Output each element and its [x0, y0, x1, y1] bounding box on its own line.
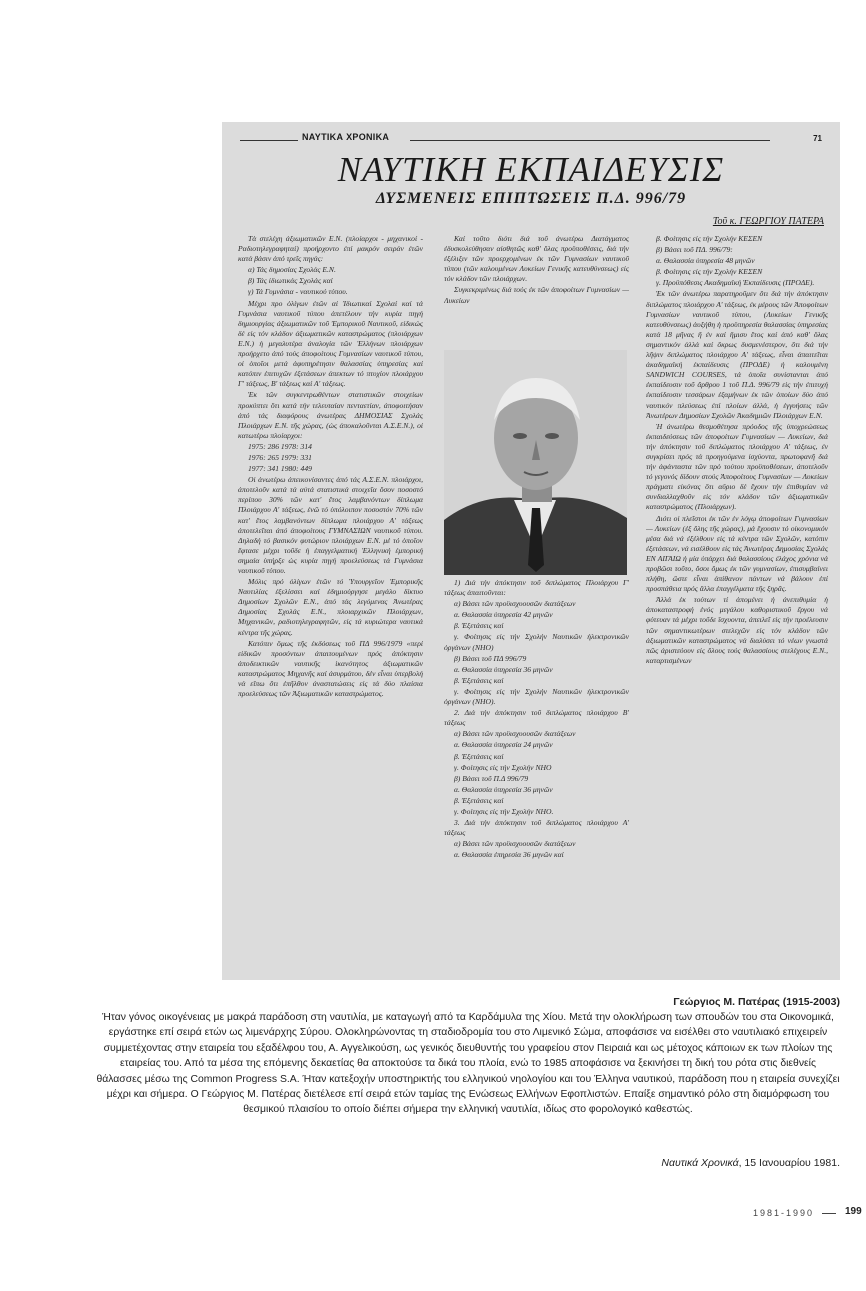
article-subheadline: ΔΥΣΜΕΝΕΙΣ ΕΠΙΠΤΩΣΕΙΣ Π.Δ. 996/79: [375, 190, 687, 207]
article-paragraph: β. Ἐξετάσεις καί: [454, 751, 504, 761]
article-paragraph: γ) Τά Γυμνάσια - ναυτικού τύπου.: [248, 287, 348, 297]
footer-page-number: 199: [845, 1206, 862, 1217]
article-paragraph: β. Ἐξετάσεις καί: [454, 675, 504, 685]
article-paragraph: β) Βάσει τοῦ ΠΔ. 996/79:: [656, 245, 733, 255]
article-paragraph: Ἐκ τῶν ἀνωτέρω παρατηροῦμεν ὅτι διά τήν ἀπόκτησιν διπλώματος πλοιάρχου Α' τάξεως, ἐκ μέρους τῶν Ἀποφοίτων Γυμνασίων ναυτικοῦ τύπου, (Λυκείων Γενικῆς κατευθύνσεως) ἀυξήθη ἡ προϋπηρεσία θαλασσίας ὑπηρεσίας κατά 18 μῆνας ἤ ἐν καί ἥμισυ ἔτος καί ἀπό καθ' ὅλας σημαντικόν ἀλλά καί ὅκρως δυσμενέστερον, ὅτι διά τήν λῆψιν διπλώματος πλοιάρχου Α' τάξεως, εἶναι ἀπαιτεῖται ἀκαδημαϊκή ἐκπαίδευσις (ΠΡΟΔΕ) ἡ καλουμένη SANDWICH COURSES, τά ὁποῖα συνίστανται ἀπό ἐκπαίδευσιν τοῦ ἄρθρου 1 τοῦ Π.Δ. 996/79 εἰς τήν ἐπιτυχή ἐκπαίδευσιν τεσσάρων ἐξαμήνων ἐκ τῶν ὁποίων δύο ἀπό ναυτικόν πλεύσεως ἐπί πλοίων ἀλλά, ἡ ἐγγυήσεις τῶν Ἀνωτέρων Δημοσίων Σχολῶν Ἀκαδημιῶν Πλοιάρχων Ε.Ν.: [646, 289, 828, 420]
article-paragraph: γ. Φοίτησις εἰς τήν Σχολήν ΝΗΟ: [454, 762, 552, 772]
article-paragraph: 3. Διά τήν ἀπόκτησιν τοῦ διπλώματος πλοιάρχου Α' τάξεως: [444, 818, 629, 838]
article-column-middle-top: [444, 234, 629, 350]
article-paragraph: β) Βάσει τοῦ Π.Δ 996/79: [454, 773, 529, 783]
article-paragraph: α. Θαλασσία ὑπηρεσία 36 μηνῶν: [454, 664, 553, 674]
article-byline: Τοῦ κ. ΓΕΩΡΓΙΟΥ ΠΑΤΕΡΑ: [712, 216, 824, 227]
article-paragraph: Κατόπιν ὅμως τῆς ἐκδόσεως τοῦ ΠΔ 996/1979 «περί εἰδικῶν προσόντων ἀπαιτουμένων πρός ἀπόκτησιν ἀποδεικτικῶν ναυτικῆς ἱκανότητος ἀξιωματικῶν καταστρώματος Μηχανῆς καί ἀσυρμάτου, δέν εἶναι ὑπερβολή νά εἴπω ὅτι ἐπῆλθον ἀναστατώσεις εἰς τά δύο πλαίσια προελεύσεως τῶν Ἀξιωματικῶν καταστρώματος.: [238, 638, 423, 699]
article-paragraph: α. Θαλασσία ὑπηρεσία 42 μηνῶν: [454, 610, 553, 620]
article-paragraph: β) Τάς ἰδιωτικάς Σχολάς καί: [248, 276, 333, 286]
article-paragraph: Ἀλλά ἐκ τούτων τί ἀπομένει ἡ ἀνεπιθυμία ἡ ἀποκαταστροφή ἑνός μεγάλου καθοριστικοῦ ἔργου νά φύτευαν τά μέχρι τοῦδε ἴσχυοντα, ἀπειλεῖ εἰς τήν προέλευσιν τῶν σημαντικωτέρων στελεχῶν εἰς τόν κλάδον τῶν ἀξιωματικῶν καταστρώματος νά διαλύσει τό νέων γνωστά πῶς ἀριστεύουν εἰς ὅλους τούς θαλασσίους στελέχους Ε.Ν., καταρτισμένων: [646, 595, 828, 665]
magazine-name: ΝΑΥΤΙΚΑ ΧΡΟΝΙΚΑ: [298, 132, 393, 142]
clipping-header: [240, 132, 830, 148]
article-paragraph: Διότι οἱ πλεῖστοι ἐκ τῶν ἐν λόγῳ ἀποφοίτων Γυμνασίων — Λυκείων (ἐξ ὅλης τῆς χώρας), μά ἔχουσιν τό οἰκονομικόν μέσα διά νά ἐξέλθουν εἰς τά κέντρα τῶν Σχολῶν, κατόπιν ἐξετάσεων, νά εισέλθουν εἰς τάς Ἀνωτέρας Δημοσίας Σχολάς ΕΝ ΑΙΓΑΙΩ ἡ μία ὑπάρχει διά θαλασσίους ἐλάχος χρόνια νά προβῶσι τοῦτο, ὅσοι ὅμως ἐκ τῶν γυμνασίων, ἐπισυμβαίνει πλήθη, ὥστε εἶναι ἀπίθανον πάντων νά βάλουν ἐπί προσπάθεια πρός ἄλλα ἐπαγγέλματα τῆς ξηρᾶς.: [646, 513, 828, 594]
source-citation: [661, 1157, 840, 1169]
portrait-illustration: [444, 350, 627, 575]
article-paragraph: 2. Διά τήν ἀπόκτησιν τοῦ διπλώματος πλοιάρχου Β' τάξεως: [444, 708, 629, 728]
caption-title: Γεώργιος Μ. Πατέρας (1915-2003): [673, 996, 840, 1008]
header-rule-right: [410, 140, 770, 141]
article-paragraph: β. Φοίτησις εἰς τήν Σχολήν ΚΕΣΕΝ: [656, 234, 763, 243]
article-paragraph: Ἐκ τῶν συγκεντρωθέντων στατιστικῶν στοιχείων προκύπτει ὅτι κατά τήν τελευταίαν πενταετίαν, ἀποφοιτήσαν ἀπό τάς διαφόρους ἀνωτέρας ΔΗΜΟΣΙΑΣ Σχολάς Πλοιάρχων Ε.Ν. τῆς χώρας, (ὡς ἀποκαλοῦνται Α.Σ.Ε.Ν.), οἱ κατωτέρω πλοίαρχοι:: [238, 390, 423, 440]
article-paragraph: α. Θαλασσία ἐπηρεσία 36 μηνῶν καί: [454, 850, 564, 860]
portrait-photo: [444, 350, 627, 575]
article-paragraph: α. Θαλασσία ὑπηρεσία 36 μηνῶν: [454, 784, 553, 794]
clipping-page-number: 71: [813, 134, 822, 143]
footer-separator: [822, 1213, 836, 1214]
article-paragraph: Τὰ στελέχη ἀξιωματικῶν Ε.Ν. (πλοίαρχοι - μηχανικοί - Ραδιοτηλεγραφηταί) προήρχοντο ἐπί μακρόν σειράν ἐτῶν κατά βάσιν ἀπό τρεῖς πηγάς:: [238, 234, 423, 264]
article-paragraph: 1) Διά τήν ἀπόκτησιν τοῦ διπλώματος Πλοιάρχου Γ' τάξεως ἀπαιτοῦνται:: [444, 578, 629, 598]
article-paragraph: 1976: 265 1979: 331: [248, 452, 312, 462]
article-paragraph: Συγκεκριμένως διά τούς ἐκ τῶν ἀποφοίτων Γυμνασίων — Λυκείων: [444, 285, 629, 305]
article-paragraph: β. Φοίτησις εἰς τήν Σχολήν ΚΕΣΕΝ: [656, 267, 763, 277]
caption-text: Ήταν γόνος οικογένειας με μακρά παράδοση στη ναυτιλία, με καταγωγή από τα Καρδάμυλα της Χίου. Μετά την ολοκλήρωση των σπουδών του στα Οικονομικά, εργάστηκε επί σειρά ετών ως λιμενάρχης Σύρου. Ολοκληρώνοντας τη σταδιοδρομία του στο Λιμενικό Σώμα, αποφάσισε να εισέλθει στο ναυτιλιακό επιχειρείν συμμετέχοντας στην εταιρεία του εξαδέλφου του, Α. Αγγελικούση, ως γενικός διευθυντής του γραφείου στον Πειραιά και ως μέτοχος κάποιων εκ των πλοίων της εταιρείας του. Από τα μέσα της επόμενης δεκαετίας θα αποκτούσε τα δικά του πλοία, ενώ το 1985 αποφάσισε να ξεκινήσει τη δική του ρότα στις διεθνείς θάλασσες μέσω της Common Progress S.A. Ήταν κατεξοχήν υποστηρικτής του ελληνικού νηολογίου και του Έλληνα ναυτικού, παράδοση που η εταιρεία συνεχίζει μέχρι και σήμερα. Ο Γεώργιος Μ. Πατέρας διετέλεσε επί σειρά ετών ταμίας της Ενώσεως Ελλήνων Εφοπλιστών. Επαίξε σημαντικό ρόλο στη διαμόρφωση του θεσμικού πλαισίου το οποίο διέπει σήμερα την ελληνική ναυτιλία, ιδίως στο φορολογικό καθεστώς.: [96, 1012, 840, 1116]
article-paragraph: β. Ἐξετάσεις καί: [454, 795, 504, 805]
article-column-left: [238, 234, 423, 964]
header-rule-left: [240, 140, 300, 141]
article-paragraph: β. Ἐξετάσεις καί: [454, 621, 504, 631]
article-paragraph: 1977: 341 1980: 449: [248, 464, 312, 474]
article-paragraph: γ. Φοίτησις εἰς τήν Σχολήν Ναυτικῶν ἠλεκτρονικῶν ὀργάνων (ΝΗΟ).: [444, 686, 629, 707]
article-paragraph: β) Βάσει τοῦ ΠΔ 996/79: [454, 653, 527, 663]
article-paragraph: Μέχρι προ ὀλίγων ἐτῶν αἱ Ἰδιωτικαί Σχολαί καί τά Γυμνάσια ναυτικοῦ τύπου ἀπετέλουν τήν κυρία πηγή δημιουργίας ἀξιωματικῶν τοῦ Ἐμπορικοῦ Ναυτικοῦ, εἰδικώς δέ εἰς τόν κλάδον ἀξιωματικῶν καταστρώματος (πλοιάρχων Ε.Ν.) ἡ μεγαλυτέρα ἀναλογία τῶν Ἑλλήνων πλοιάρχων προήρχετο ἀπό τούς ἀποφοίτους Γυμνασίων ναυτικοῦ τύπου, οἱ ὁποῖοι μετά ἀφυπηρέτησιν θαλασσίας ὑπηρεσίας καί κατόπιν ἐπιτυχῶν ἐξετάσεων ἀπεκτων τό πτυχίον πλοιάρχου Γ' τάξεως, Β' τάξεως καί Α' τάξεως.: [238, 298, 423, 389]
article-paragraph: α. Θαλασσία ὑπηρεσία 24 μηνῶν: [454, 740, 553, 750]
article-paragraph: α. Θαλασσία ὑπηρεσία 48 μηνῶν: [656, 256, 755, 266]
article-paragraph: γ. Φοίτησις εἰς τήν Σχολήν Ναυτικῶν ἠλεκτρονικῶν ὀργάνων (ΝΗΟ): [444, 632, 629, 652]
article-paragraph: γ. Φοίτησις εἰς τήν Σχολήν ΝΗΟ.: [454, 806, 554, 816]
article-paragraph: Μόλις πρό ὀλίγων ἐτῶν τό Ὑπουργεῖον Ἐμπορικῆς Ναυτιλίας ἐξελίσσει καί ἐδημιούργησε μεγάλο δίκτυο Δημοσίων Σχολῶν Ε.Ν., ἀπό τάς λεγόμενας Ἀνωτέρας Δημοσίας Σχολάς Ε.Ν., πλοιαρχικῶν Πλοιάρχων, Μηχανικῶν, ραδιοτηλεγραφητῶν, εἰς τά κυριώτερα ναυτικά κέντρα τῆς χώρας.: [238, 577, 423, 637]
article-paragraph: Οἱ ἀνωτέρω ἀπεικονίσαντες ἀπό τάς Α.Σ.Ε.Ν. πλοιάρχοι, ἀποτελοῦν κατά τά αὐτά στατιστικά στοιχεῖα ὅσον ποσοστό περίπου 30% τῶν κατ' ἔτος λαμβανόντων δίπλωμα Πλοιάρχου Α' τάξεως, ἐνῶ τό ὑπόλοιπον ποσοστόν 70% τῶν κατ' ἔτος λαμβανόντων δίπλωμα πλοιάρχου Α' τάξεως ἀποτελεῖται ἀπό ἀποφοίτους ΓΥΜΝΑΣΙΩΝ ναυτικοῦ τύπου. Δηλαδή τό βασικόν φυτώριον πλοιάρχων Ε.Ν. μέ τό ὁποῖον ἔφτασε μέχρι τοῦδε ἡ ἐπαγγελματική Ἑλληνική ἐμπορική σημαία ὑπήρξε ὡς κυρία πηγή προελεύσεως τά Γυμνάσια ναυτικοῦ τύπου.: [238, 475, 423, 575]
article-paragraph: 1975: 286 1978: 314: [248, 441, 312, 451]
source-publication: Ναυτικά Χρονικά: [661, 1157, 739, 1169]
article-column-right: [646, 234, 828, 964]
article-paragraph: α) Βάσει τῶν προϋισχυουσῶν διατάξεων: [454, 729, 576, 739]
newspaper-clipping: [222, 122, 840, 980]
article-paragraph: Ἡ ἀνωτέρω θεσμοθέτησα πρόοδος τῆς ὑποχρεώσεως ἐκπαιδεύσεως τῶν ἀποφοίτων Γυμνασίων — Λυκείων, διά τήν ἀπόκτησιν τοῦ διπλώματος πλοιάρχου Α' τάξεως, ἐν συγκρίσει πρός τά προηγούμενα ἰσχύοντα, πρωτοφανῆ διά τήν ἀφάνταστα τῶν πρὸ τούτου προϋποθέσεων, ἀποτελοῦν τό γεγονός δίδουν στούς Ἀποφοίτους Γυμνασίων — Λυκείων πράγματι εἰκόνας ὅτι αὔριο δέ ἔχουν τήν ἐπιθυμίαν νά συνδιαλλαχθοῦν εἰς τόν κλάδον τῶν ἀξιωματικῶν καταστρώματος (Πλοιάρχων).: [646, 421, 828, 512]
footer-decade: 1981-1990: [753, 1208, 815, 1218]
article-headline: ΝΑΥΤΙΚΗ ΕΚΠΑΙΔΕΥΣΙΣ: [337, 150, 725, 189]
source-date: , 15 Ιανουαρίου 1981.: [738, 1157, 840, 1169]
article-paragraph: α) Τάς δημοσίας Σχολάς Ε.Ν.: [248, 265, 336, 275]
article-paragraph: α) Βάσει τῶν προϋισχυουσῶν διατάξεων: [454, 599, 576, 609]
article-paragraph: γ. Προϋπόθεσις Ακαδημαϊκή Ἐκπαίδευσις (ΠΡΟΔΕ).: [656, 278, 815, 288]
article-column-middle-bottom: [444, 578, 629, 970]
article-paragraph: Καί τοῦτο διότι διά τοῦ ἀνωτέρω Διατάγματος ἐδυσκολεύθησαν αἰσθητῶς καθ' ὅλας προϋποθέσεις, διά τήν ἐξέλιξιν τῶν προερχομένων ἐκ τῶν Γυμνασίων ναυτικοῦ τύπου (τῶν καλουμένων Λυκείων Γενικῆς κατευθύνσεως) εἰς τόν κλάδον τῶν πλοιάρχων.: [444, 234, 629, 284]
article-paragraph: α) Βάσει τῶν προϋισχυουσῶν διατάξεων: [454, 839, 576, 849]
